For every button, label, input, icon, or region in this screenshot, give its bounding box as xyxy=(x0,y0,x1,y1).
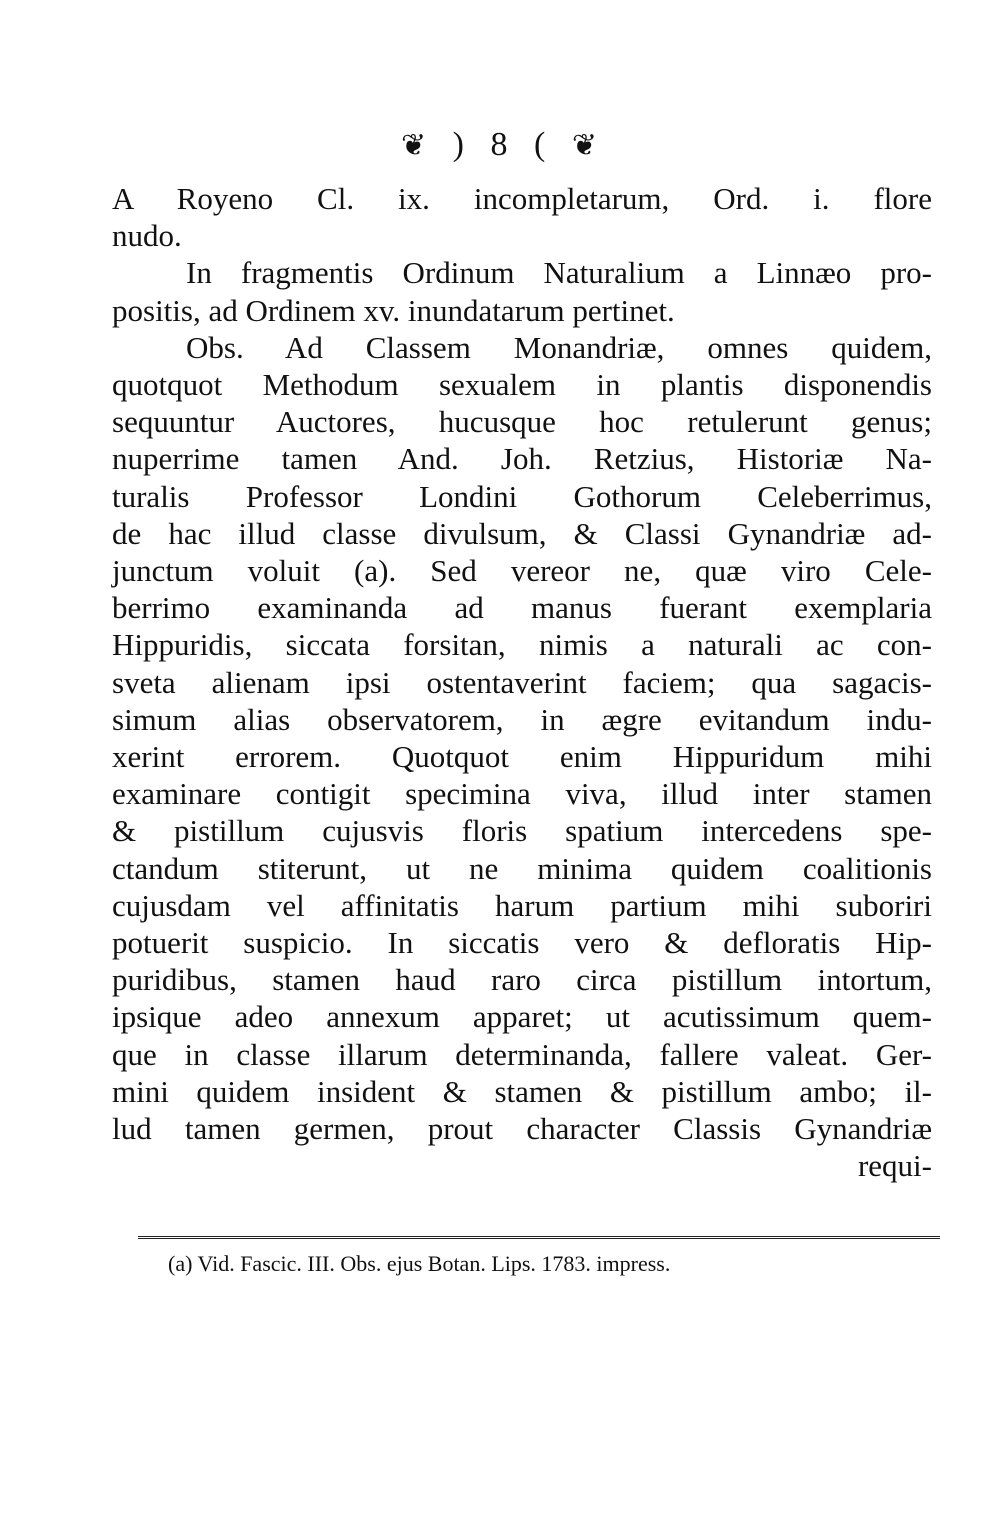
body-text xyxy=(112,180,932,1184)
fleuron-left-icon: ❦ xyxy=(401,129,429,162)
text-line: turalis Professor Londini Gothorum Celeberrimus, xyxy=(112,478,932,514)
text-line: de hac illud classe divulsum, & Classi Gynandriæ ad- xyxy=(112,515,932,551)
header-paren-left: ) xyxy=(452,126,466,163)
text-line: simum alias observatorem, in ægre evitandum indu- xyxy=(112,701,932,737)
text-line: cujusdam vel affinitatis harum partium mihi suboriri xyxy=(112,887,932,923)
footnote: (a) Vid. Fascic. III. Obs. ejus Botan. Lips. 1783. impress. xyxy=(168,1251,671,1276)
catchword: requi- xyxy=(857,1148,932,1184)
text-line: potuerit suspicio. In siccatis vero & defloratis Hip- xyxy=(112,925,932,961)
text-line: nudo. xyxy=(112,218,182,254)
fleuron-right-icon: ❦ xyxy=(571,129,599,162)
text-line: que in classe illarum determinanda, fallere valeat. Ger- xyxy=(112,1036,932,1072)
text-line: A Royeno Cl. ix. incompletarum, Ord. i. flore xyxy=(112,181,932,216)
text-line: sequuntur Auctores, hucusque hoc retulerunt genus; xyxy=(112,404,932,440)
text-line: xerint errorem. Quotquot enim Hippuridum mihi xyxy=(112,739,932,775)
header-paren-right: ( xyxy=(534,126,548,163)
text-line: positis, ad Ordinem xv. inundatarum pertinet. xyxy=(112,292,675,328)
text-line: puridibus, stamen haud raro circa pistillum intortum, xyxy=(112,962,932,998)
text-line: ctandum stiterunt, ut ne minima quidem coalitionis xyxy=(112,850,932,886)
text-line: mini quidem insident & stamen & pistillum ambo; il- xyxy=(112,1073,932,1109)
text-line: ipsique adeo annexum apparet; ut acutissimum quem- xyxy=(112,999,932,1035)
text-line: junctum voluit (a). Sed vereor ne, quæ viro Cele- xyxy=(112,553,932,589)
text-line: nuperrime tamen And. Joh. Retzius, Historiæ Na- xyxy=(112,441,932,477)
footnote-rule xyxy=(138,1236,940,1243)
text-line: In fragmentis Ordinum Naturalium a Linnæo pro- xyxy=(186,255,932,291)
text-line: berrimo examinanda ad manus fuerant exemplaria xyxy=(112,590,932,626)
page-number: 8 xyxy=(490,126,510,163)
text-line: lud tamen germen, prout character Classis Gynandriæ xyxy=(112,1111,932,1147)
text-line: quotquot Methodum sexualem in plantis disponendis xyxy=(112,367,932,403)
text-line: sveta alienam ipsi ostentaverint faciem; qua sagacis- xyxy=(112,664,932,700)
running-header xyxy=(0,126,1000,164)
text-line: & pistillum cujusvis floris spatium intercedens spe- xyxy=(112,813,932,849)
text-line: Obs. Ad Classem Monandriæ, omnes quidem, xyxy=(186,329,932,365)
text-line: examinare contigit specimina viva, illud inter stamen xyxy=(112,776,932,812)
text-line: Hippuridis, siccata forsitan, nimis a naturali ac con- xyxy=(112,627,932,663)
